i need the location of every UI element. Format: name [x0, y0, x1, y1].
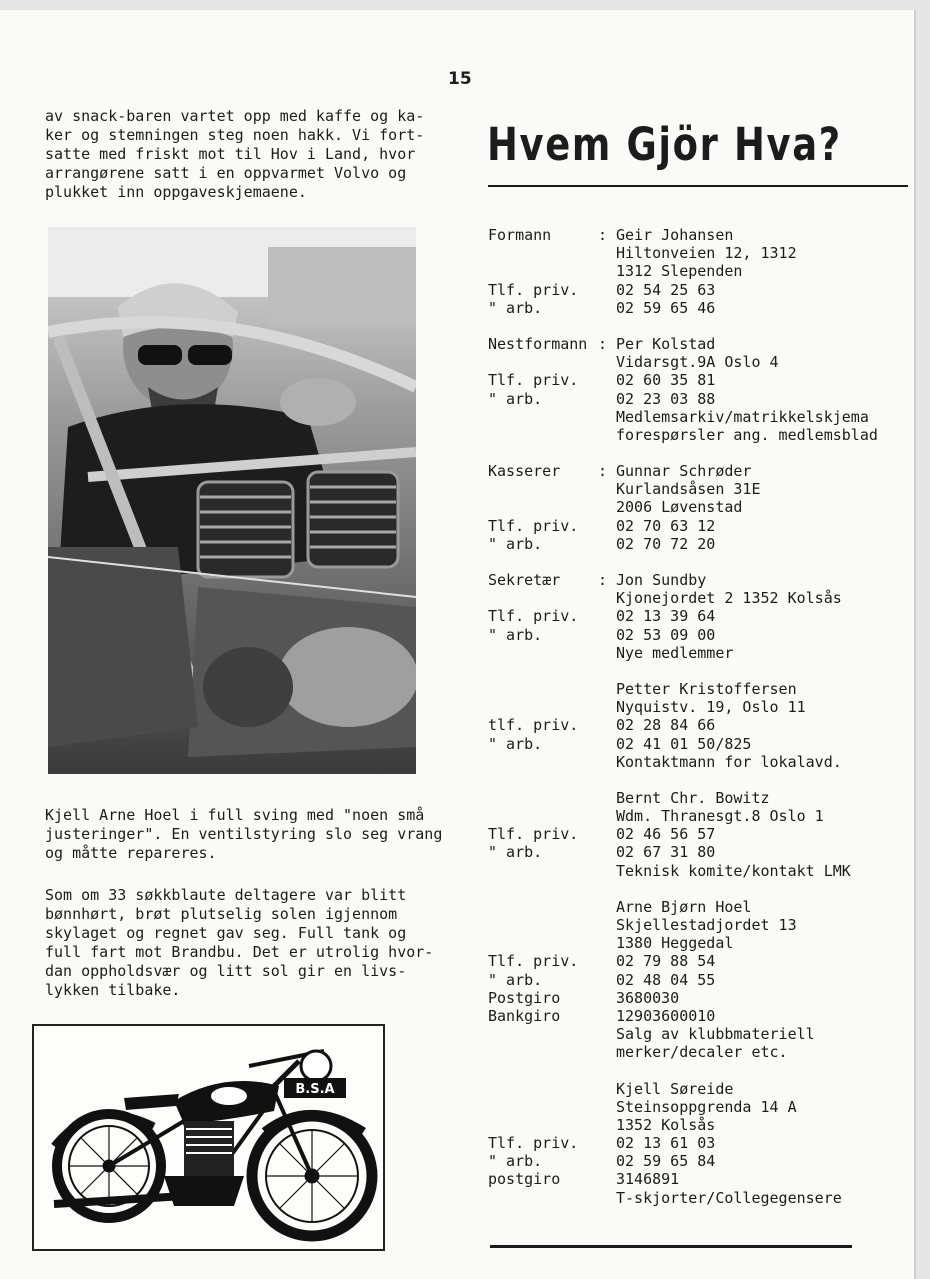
text-line: og måtte repareres.	[45, 844, 217, 862]
entry-line	[488, 462, 908, 480]
entry-label: Bankgiro	[488, 1006, 561, 1025]
entry-value: Kjonejordet 2 1352 Kolsås	[616, 589, 842, 608]
entry-label: " arb.	[488, 734, 543, 753]
text-line: Som om 33 søkkblaute deltagere var blitt	[45, 886, 407, 904]
entry-value: Gunnar Schrøder	[616, 462, 752, 481]
entry-line	[488, 408, 908, 426]
engine-repair-illustration	[48, 227, 416, 774]
page-title: Hvem Gjör Hva?	[487, 118, 842, 171]
photo-caption	[45, 806, 445, 863]
entry-line	[488, 989, 908, 1007]
entry-value: 02 67 31 80	[616, 843, 716, 862]
entry-colon: :	[598, 462, 608, 481]
entry-line	[488, 517, 908, 535]
entry-value: Petter Kristoffersen	[616, 679, 797, 698]
entry-value: 02 59 65 84	[616, 1152, 716, 1171]
entry-label: Nestformann	[488, 334, 588, 353]
entry-value: 02 60 35 81	[616, 371, 716, 390]
directory-entry	[488, 1080, 908, 1207]
entry-line	[488, 735, 908, 753]
entry-line	[488, 607, 908, 625]
entry-line	[488, 1189, 908, 1207]
entry-label: " arb.	[488, 298, 543, 317]
entry-label: Postgiro	[488, 988, 561, 1007]
entry-line	[488, 807, 908, 825]
entry-value: Jon Sundby	[616, 571, 707, 589]
entry-value: Medlemsarkiv/matrikkelskjema	[616, 407, 869, 426]
entry-line	[488, 426, 908, 444]
page-number: 15	[448, 69, 472, 89]
entry-line	[488, 789, 908, 807]
entry-line	[488, 1152, 908, 1170]
text-line: bønnhørt, brøt plutselig solen igjennom	[45, 905, 398, 923]
entry-value: 02 46 56 57	[616, 825, 716, 844]
entry-label: " arb.	[488, 534, 543, 553]
entry-label: Tlf. priv.	[488, 952, 579, 971]
bsa-motorcycle-drawing	[32, 1024, 385, 1251]
entry-line	[488, 535, 908, 553]
entry-line	[488, 698, 908, 716]
entry-label: Tlf. priv.	[488, 371, 579, 390]
entry-value: Teknisk komite/kontakt LMK	[616, 861, 851, 880]
entry-value: Per Kolstad	[616, 334, 716, 353]
text-line: lykken tilbake.	[45, 981, 181, 999]
entry-label: " arb.	[488, 970, 543, 989]
text-line: satte med friskt mot til Hov i Land, hvor	[45, 145, 416, 163]
entry-value: Kontaktmann for lokalavd.	[616, 752, 842, 771]
entry-line	[488, 371, 908, 389]
entry-value: 02 59 65 46	[616, 298, 716, 317]
text-line: arrangørene satt i en oppvarmet Volvo og	[45, 164, 407, 182]
entry-line	[488, 281, 908, 299]
text-line: ker og stemningen steg noen hakk. Vi fort-	[45, 126, 425, 144]
entry-line	[488, 226, 908, 244]
entry-value: 02 13 39 64	[616, 607, 716, 626]
entry-value: forespørsler ang. medlemsblad	[616, 425, 878, 444]
entry-line	[488, 1098, 908, 1116]
entry-value: 12903600010	[616, 1006, 716, 1025]
entry-line	[488, 716, 908, 734]
entry-line	[488, 843, 908, 861]
text-line: plukket inn oppgaveskjemaene.	[45, 183, 307, 201]
entry-value: 02 23 03 88	[616, 389, 716, 408]
entry-value: 02 53 09 00	[616, 625, 716, 644]
entry-line	[488, 825, 908, 843]
entry-line	[488, 480, 908, 498]
entry-label: Tlf. priv.	[488, 1134, 579, 1153]
entry-label: Tlf. priv.	[488, 825, 579, 844]
title-divider	[488, 185, 908, 187]
bike-plate-label: B.S.A	[295, 1082, 335, 1097]
directory-entry	[488, 680, 908, 771]
entry-value: 1312 Slependen	[616, 262, 743, 281]
entry-value: 02 54 25 63	[616, 280, 716, 299]
entry-value: 3680030	[616, 988, 680, 1007]
entry-line	[488, 571, 908, 589]
entry-line	[488, 753, 908, 771]
entry-label: Kasserer	[488, 462, 561, 481]
entry-value: Skjellestadjordet 13	[616, 916, 797, 934]
entry-value: Arne Bjørn Hoel	[616, 897, 752, 916]
text-line: av snack-baren vartet opp med kaffe og ka-	[45, 107, 425, 125]
entry-colon: :	[598, 334, 608, 353]
entry-value: merker/decaler etc.	[616, 1043, 788, 1062]
directory-entry	[488, 898, 908, 1062]
entry-value: 02 48 04 55	[616, 970, 716, 989]
entry-line	[488, 244, 908, 262]
entry-value: Hiltonveien 12, 1312	[616, 244, 797, 263]
engine-repair-photo	[48, 227, 416, 774]
entry-value: Kjell Søreide	[616, 1079, 734, 1098]
entry-label: Formann	[488, 226, 552, 244]
entry-line	[488, 589, 908, 607]
entry-value: Steinsoppgrenda 14 A	[616, 1097, 797, 1116]
entry-line	[488, 1170, 908, 1188]
text-line: skylaget og regnet gav seg. Full tank og	[45, 924, 407, 942]
directory-entry	[488, 789, 908, 880]
entry-colon: :	[598, 571, 608, 589]
entry-value: Geir Johansen	[616, 226, 734, 244]
entry-value: Vidarsgt.9A Oslo 4	[616, 353, 779, 372]
entry-label: Tlf. priv.	[488, 280, 579, 299]
entry-value: 02 70 72 20	[616, 534, 716, 553]
entry-value: 02 79 88 54	[616, 952, 716, 971]
entry-value: Bernt Chr. Bowitz	[616, 788, 770, 807]
directory-entry	[488, 571, 908, 662]
entry-line	[488, 1080, 908, 1098]
entry-value: Nye medlemmer	[616, 643, 734, 662]
entry-colon: :	[598, 226, 608, 244]
directory-entry	[488, 226, 908, 317]
entry-line	[488, 862, 908, 880]
text-line: Kjell Arne Hoel i full sving med "noen små	[45, 806, 425, 824]
entry-value: 02 41 01 50/825	[616, 734, 752, 753]
entry-value: 1380 Heggedal	[616, 934, 734, 953]
text-line: justeringer". En ventilstyring slo seg vrang	[45, 825, 443, 843]
entry-value: Wdm. Thranesgt.8 Oslo 1	[616, 807, 824, 826]
entry-value: 02 13 61 03	[616, 1134, 716, 1153]
motorcycle-illustration	[34, 1026, 383, 1249]
entry-line	[488, 971, 908, 989]
entry-line	[488, 262, 908, 280]
entry-line	[488, 934, 908, 952]
entry-line	[488, 1116, 908, 1134]
entry-label: Sekretær	[488, 571, 561, 589]
entry-value: 1352 Kolsås	[616, 1115, 716, 1134]
entry-value: Nyquistv. 19, Oslo 11	[616, 698, 806, 717]
entry-label: Tlf. priv.	[488, 607, 579, 626]
entry-value: 2006 Løvenstad	[616, 498, 743, 517]
text-line: dan oppholdsvær og litt sol gir en livs-	[45, 962, 407, 980]
entry-label: postgiro	[488, 1170, 561, 1189]
entry-line	[488, 299, 908, 317]
entry-label: Tlf. priv.	[488, 516, 579, 535]
entry-line	[488, 916, 908, 934]
story-paragraph	[45, 886, 445, 1000]
directory-entry	[488, 335, 908, 444]
bottom-divider	[490, 1245, 852, 1248]
entry-label: " arb.	[488, 389, 543, 408]
contact-directory	[488, 226, 908, 1207]
entry-line	[488, 335, 908, 353]
entry-value: 3146891	[616, 1170, 680, 1189]
entry-label: " arb.	[488, 625, 543, 644]
entry-line	[488, 390, 908, 408]
entry-label: " arb.	[488, 843, 543, 862]
entry-value: T-skjorter/Collegegensere	[616, 1188, 842, 1207]
entry-value: 02 28 84 66	[616, 716, 716, 735]
entry-value: 02 70 63 12	[616, 516, 716, 535]
entry-line	[488, 1043, 908, 1061]
entry-line	[488, 1007, 908, 1025]
entry-line	[488, 680, 908, 698]
entry-line	[488, 1025, 908, 1043]
entry-line	[488, 498, 908, 516]
entry-value: Salg av klubbmateriell	[616, 1025, 815, 1044]
entry-line	[488, 898, 908, 916]
entry-value: Kurlandsåsen 31E	[616, 480, 761, 499]
entry-line	[488, 644, 908, 662]
text-line: full fart mot Brandbu. Det er utrolig hvor-	[45, 943, 434, 961]
directory-entry	[488, 462, 908, 553]
entry-line	[488, 626, 908, 644]
entry-label: " arb.	[488, 1152, 543, 1171]
entry-label: tlf. priv.	[488, 716, 579, 735]
entry-line	[488, 1134, 908, 1152]
entry-line	[488, 952, 908, 970]
intro-paragraph	[45, 107, 445, 202]
magazine-page	[0, 10, 916, 1279]
entry-line	[488, 353, 908, 371]
